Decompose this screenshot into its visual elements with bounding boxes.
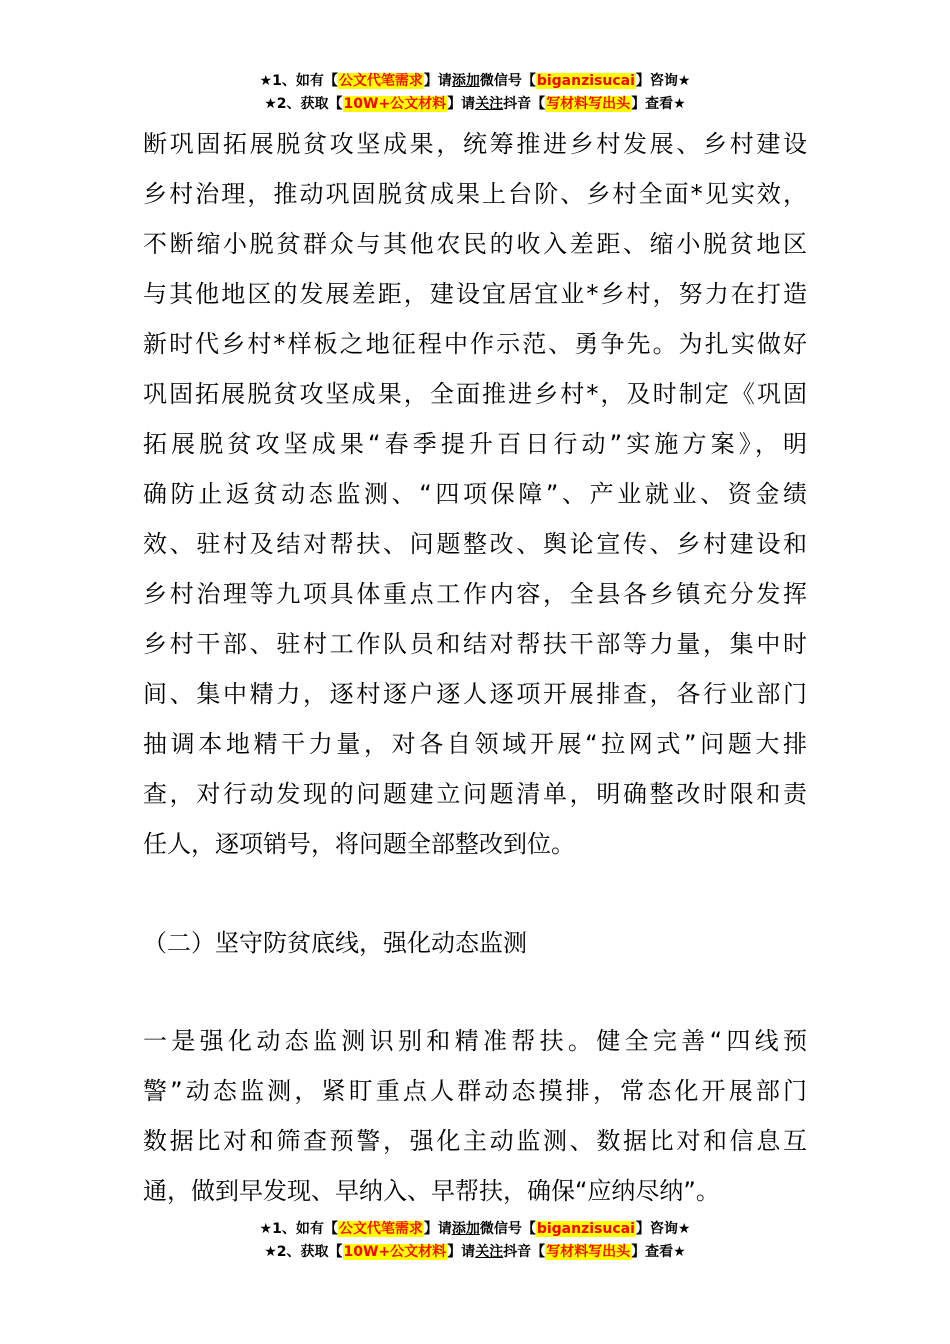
banner-text: 】请 [447, 1244, 476, 1260]
banner-underlined: 关注 [475, 1244, 504, 1260]
text-line: 查，对行动发现的问题建立问题清单，明确整改时限和责 [143, 780, 807, 808]
banner-text: ★2、获取【 [264, 1244, 343, 1260]
section-heading: （二）坚守防贫底线，强化动态监测 [143, 929, 527, 957]
banner-text: 】查看★ [631, 1244, 686, 1260]
text-line: 不断缩小脱贫群众与其他农民的收入差距、缩小脱贫地区 [143, 230, 807, 258]
text-line: 间、集中精力，逐村逐户逐人逐项开展排查，各行业部门 [143, 680, 807, 708]
banner-text: ★2、获取【 [264, 96, 343, 112]
banner-text: 微信号【 [479, 73, 536, 89]
text-line: 通，做到早发现、早纳入、早帮扶，确保“应纳尽纳”。 [143, 1177, 720, 1205]
banner-line-2 [0, 1241, 950, 1264]
banner-highlight: 10W+公文材料 [343, 96, 447, 112]
banner-highlight: 公文代笔需求 [338, 1221, 423, 1237]
text-line: 警”动态监测，紧盯重点人群动态摸排，常态化开展部门 [143, 1077, 807, 1105]
text-line: 拓展脱贫攻坚成果“春季提升百日行动”实施方案》，明 [143, 430, 807, 458]
banner-text: ★1、如有【 [259, 1221, 338, 1237]
text-line: 一是强化动态监测识别和精准帮扶。健全完善“四线预 [143, 1027, 807, 1055]
text-line: 新时代乡村*样板之地征程中作示范、勇争先。为扎实做好 [143, 330, 807, 358]
banner-text: 】查看★ [631, 96, 686, 112]
banner-line-1 [0, 1218, 950, 1241]
banner-line-1 [0, 70, 950, 93]
bottom-banner [0, 1218, 950, 1264]
text-line: 巩固拓展脱贫攻坚成果，全面推进乡村*，及时制定《巩固 [143, 380, 807, 408]
text-line: 乡村治理等九项具体重点工作内容，全县各乡镇充分发挥 [143, 580, 807, 608]
banner-underlined: 添加 [451, 73, 480, 89]
banner-highlight: 公文代笔需求 [338, 73, 423, 89]
text-line: 抽调本地精干力量，对各自领域开展“拉网式”问题大排 [143, 730, 807, 758]
banner-text: 】请 [447, 96, 476, 112]
banner-underlined: 添加 [451, 1221, 480, 1237]
banner-text: 】咨询★ [635, 1221, 691, 1237]
banner-highlight: 10W+公文材料 [343, 1244, 447, 1260]
text-line: 任人，逐项销号，将问题全部整改到位。 [143, 830, 575, 858]
banner-text: 抖音【 [503, 1244, 546, 1260]
text-line: 数据比对和筛查预警，强化主动监测、数据比对和信息互 [143, 1127, 807, 1155]
banner-line-2 [0, 93, 950, 116]
text-line: 乡村治理，推动巩固脱贫成果上台阶、乡村全面*见实效， [143, 180, 807, 208]
banner-text: 】请 [423, 73, 452, 89]
text-line: 确防止返贫动态监测、“四项保障”、产业就业、资金绩 [143, 480, 807, 508]
banner-text: 】咨询★ [635, 73, 691, 89]
banner-text: 抖音【 [503, 96, 546, 112]
text-line: 与其他地区的发展差距，建设宜居宜业*乡村，努力在打造 [143, 280, 807, 308]
banner-text: ★1、如有【 [259, 73, 338, 89]
banner-text: 微信号【 [479, 1221, 536, 1237]
banner-underlined: 关注 [475, 96, 504, 112]
top-banner [0, 70, 950, 116]
paragraph-1 [143, 119, 807, 869]
banner-text: 】请 [423, 1221, 452, 1237]
banner-highlight: 写材料写出头 [546, 96, 631, 112]
text-line: 乡村干部、驻村工作队员和结对帮扶干部等力量，集中时 [143, 630, 807, 658]
paragraph-2 [143, 1016, 807, 1216]
section-heading-block [143, 918, 807, 968]
banner-highlight: 写材料写出头 [546, 1244, 631, 1260]
banner-highlight: biganzisucai [536, 73, 635, 89]
text-line: 断巩固拓展脱贫攻坚成果，统筹推进乡村发展、乡村建设 [143, 130, 807, 158]
banner-highlight: biganzisucai [536, 1221, 635, 1237]
text-line: 效、驻村及结对帮扶、问题整改、舆论宣传、乡村建设和 [143, 530, 807, 558]
